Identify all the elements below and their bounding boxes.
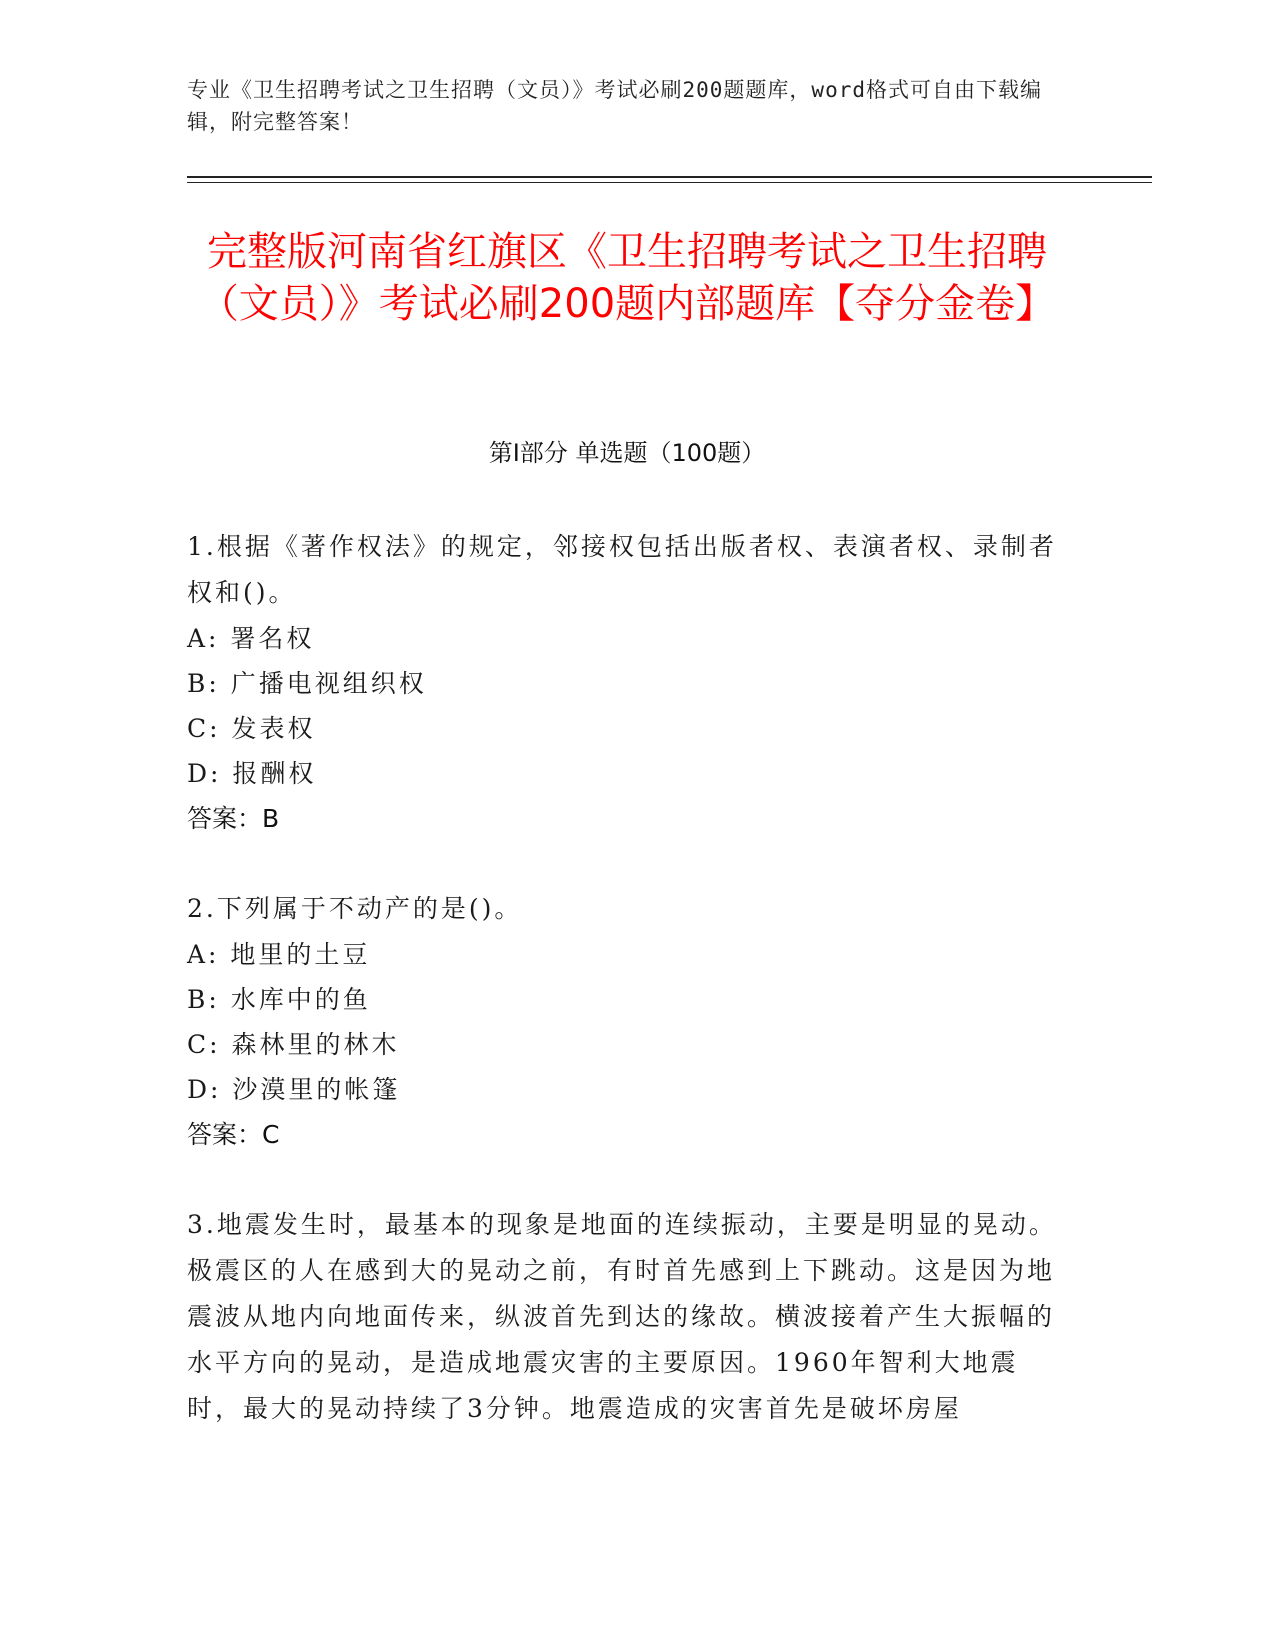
option-b: B: 广播电视组织权 [187,669,427,698]
option-b: B: 水库中的鱼 [187,985,371,1014]
question-stem: 1.根据《著作权法》的规定，邻接权包括出版者权、表演者权、录制者权和()。 [187,532,1057,607]
question-stem: 2.下列属于不动产的是()。 [187,894,523,923]
option-d: D: 报酬权 [187,759,317,788]
header-divider-thick [187,176,1152,178]
answer-line: 答案：C [187,1120,280,1149]
header-note: 专业《卫生招聘考试之卫生招聘（文员）》考试必刷200题题库，word格式可自由下载编辑，附完整答案！ [187,78,1042,134]
question-1 [187,524,1067,842]
option-d: D: 沙漠里的帐篷 [187,1075,401,1104]
header-divider-thin [187,182,1152,183]
option-c: C: 森林里的林木 [187,1030,400,1059]
document-title: 完整版河南省红旗区《卫生招聘考试之卫生招聘（文员）》考试必刷200题内部题库【夺分金卷】 [198,229,1056,327]
option-a: A: 地里的土豆 [187,940,371,969]
question-2 [187,886,1067,1158]
option-a: A: 署名权 [187,624,315,653]
question-stem: 3.地震发生时，最基本的现象是地面的连续振动，主要是明显的晃动。极震区的人在感到大的晃动之前，有时首先感到上下跳动。这是因为地震波从地内向地面传来，纵波首先到达的缘故。横波接着产生大振幅的水平方向的晃动，是造成地震灾害的主要原因。1960年智利大地震时，最大的晃动持续了3分钟。地震造成的灾害首先是破坏房屋 [187,1210,1057,1423]
question-3 [187,1202,1067,1432]
section-title: 第Ⅰ部分 单选题（100题） [488,439,766,467]
answer-line: 答案：B [187,804,280,833]
option-c: C: 发表权 [187,714,316,743]
